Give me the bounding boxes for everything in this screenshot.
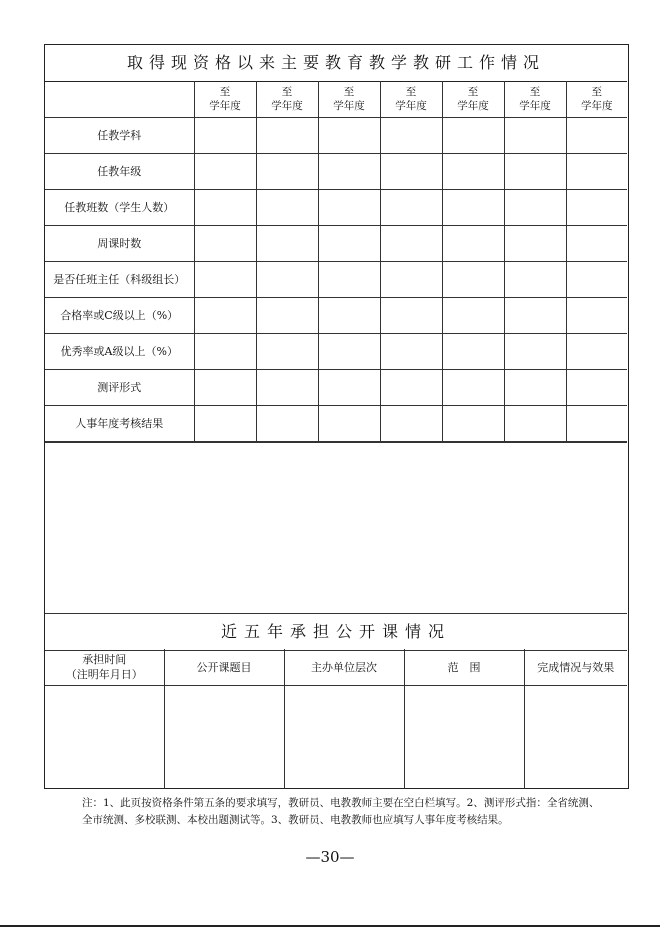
- row-label: 测评形式: [45, 369, 194, 405]
- table-row: [45, 153, 627, 189]
- input-cell[interactable]: [504, 333, 566, 369]
- corner-cell: [45, 81, 194, 117]
- page-number: —30—: [305, 848, 355, 866]
- input-cell[interactable]: [504, 189, 566, 225]
- footnote: 注：1、此页按资格条件第五条的要求填写，教研员、电教教师主要在空白栏填写。2、测评形式指：全省统测、全市统测、多校联测、本校出题测试等。3、教研员、电教教师也应填写人事年度考核结果。: [82, 797, 600, 826]
- table-row: [45, 369, 627, 405]
- header-result: 完成情况与效果: [524, 649, 627, 685]
- input-cell[interactable]: [442, 369, 504, 405]
- input-cell[interactable]: [194, 153, 256, 189]
- header-scope: 范 围: [404, 649, 524, 685]
- row-label: 是否任班主任（科级组长）: [45, 261, 194, 297]
- open-lesson-table: [45, 649, 627, 789]
- input-cell[interactable]: [404, 685, 524, 789]
- input-cell[interactable]: [442, 405, 504, 441]
- input-cell[interactable]: [256, 405, 318, 441]
- row-label: 任教学科: [45, 117, 194, 153]
- row-label: 人事年度考核结果: [45, 405, 194, 441]
- input-cell[interactable]: [566, 297, 627, 333]
- input-cell[interactable]: [442, 117, 504, 153]
- year-cell: 至 学年度: [380, 81, 442, 117]
- table-row: [45, 189, 627, 225]
- input-cell[interactable]: [318, 333, 380, 369]
- input-cell[interactable]: [442, 189, 504, 225]
- input-cell[interactable]: [164, 685, 284, 789]
- input-cell[interactable]: [318, 405, 380, 441]
- input-cell[interactable]: [380, 261, 442, 297]
- input-cell[interactable]: [380, 369, 442, 405]
- row-label: 优秀率或A级以上（%）: [45, 333, 194, 369]
- input-cell[interactable]: [380, 333, 442, 369]
- input-cell[interactable]: [566, 261, 627, 297]
- row-label: 任教年级: [45, 153, 194, 189]
- input-cell[interactable]: [45, 685, 164, 789]
- input-cell[interactable]: [504, 297, 566, 333]
- year-cell: 至 学年度: [256, 81, 318, 117]
- input-cell[interactable]: [504, 153, 566, 189]
- table-row: [45, 297, 627, 333]
- section2-title: 近五年承担公开课情况: [45, 613, 627, 651]
- input-cell[interactable]: [380, 153, 442, 189]
- input-cell[interactable]: [318, 153, 380, 189]
- row-label: 周课时数: [45, 225, 194, 261]
- year-cell: 至 学年度: [566, 81, 627, 117]
- input-cell[interactable]: [566, 333, 627, 369]
- work-table: [45, 81, 627, 442]
- year-header-row: [45, 81, 627, 117]
- input-cell[interactable]: [318, 369, 380, 405]
- input-cell[interactable]: [256, 225, 318, 261]
- input-cell[interactable]: [442, 261, 504, 297]
- input-cell[interactable]: [442, 225, 504, 261]
- input-cell[interactable]: [256, 153, 318, 189]
- table-row: [45, 261, 627, 297]
- input-cell[interactable]: [256, 369, 318, 405]
- input-cell[interactable]: [442, 333, 504, 369]
- input-cell[interactable]: [256, 189, 318, 225]
- input-cell[interactable]: [566, 117, 627, 153]
- input-cell[interactable]: [504, 261, 566, 297]
- input-cell[interactable]: [504, 405, 566, 441]
- input-cell[interactable]: [194, 261, 256, 297]
- table-row: [45, 117, 627, 153]
- input-cell[interactable]: [504, 369, 566, 405]
- table-row: [45, 333, 627, 369]
- year-cell: 至 学年度: [318, 81, 380, 117]
- input-cell[interactable]: [194, 369, 256, 405]
- header-topic: 公开课题目: [164, 649, 284, 685]
- input-cell[interactable]: [566, 369, 627, 405]
- input-cell[interactable]: [566, 225, 627, 261]
- form-frame: [44, 44, 629, 789]
- input-cell[interactable]: [318, 117, 380, 153]
- input-cell[interactable]: [256, 297, 318, 333]
- input-cell[interactable]: [380, 405, 442, 441]
- table-row: [45, 405, 627, 441]
- input-cell[interactable]: [318, 225, 380, 261]
- lesson-entry-row: [45, 685, 627, 789]
- input-cell[interactable]: [194, 297, 256, 333]
- lesson-header-row: [45, 649, 627, 685]
- input-cell[interactable]: [380, 189, 442, 225]
- row-label: 任教班数（学生人数）: [45, 189, 194, 225]
- input-cell[interactable]: [194, 405, 256, 441]
- row-label: 合格率或C级以上（%）: [45, 297, 194, 333]
- input-cell[interactable]: [318, 261, 380, 297]
- input-cell[interactable]: [256, 333, 318, 369]
- input-cell[interactable]: [318, 189, 380, 225]
- input-cell[interactable]: [194, 117, 256, 153]
- input-cell[interactable]: [566, 153, 627, 189]
- input-cell[interactable]: [442, 153, 504, 189]
- bottom-rule: [0, 925, 660, 927]
- input-cell[interactable]: [566, 405, 627, 441]
- input-cell[interactable]: [524, 685, 627, 789]
- input-cell[interactable]: [566, 189, 627, 225]
- year-cell: 至 学年度: [194, 81, 256, 117]
- input-cell[interactable]: [318, 297, 380, 333]
- input-cell[interactable]: [194, 189, 256, 225]
- input-cell[interactable]: [380, 297, 442, 333]
- input-cell[interactable]: [256, 117, 318, 153]
- input-cell[interactable]: [194, 333, 256, 369]
- input-cell[interactable]: [256, 261, 318, 297]
- input-cell[interactable]: [284, 685, 404, 789]
- blank-notes-area[interactable]: [45, 442, 627, 614]
- input-cell[interactable]: [380, 117, 442, 153]
- year-cell: 至 学年度: [442, 81, 504, 117]
- input-cell[interactable]: [504, 225, 566, 261]
- input-cell[interactable]: [194, 225, 256, 261]
- year-cell: 至 学年度: [504, 81, 566, 117]
- input-cell[interactable]: [380, 225, 442, 261]
- input-cell[interactable]: [442, 297, 504, 333]
- header-time: 承担时间 （注明年月日）: [45, 649, 164, 685]
- header-level: 主办单位层次: [284, 649, 404, 685]
- input-cell[interactable]: [504, 117, 566, 153]
- table-row: [45, 225, 627, 261]
- section1-title: 取得现资格以来主要教育教学教研工作情况: [45, 45, 627, 82]
